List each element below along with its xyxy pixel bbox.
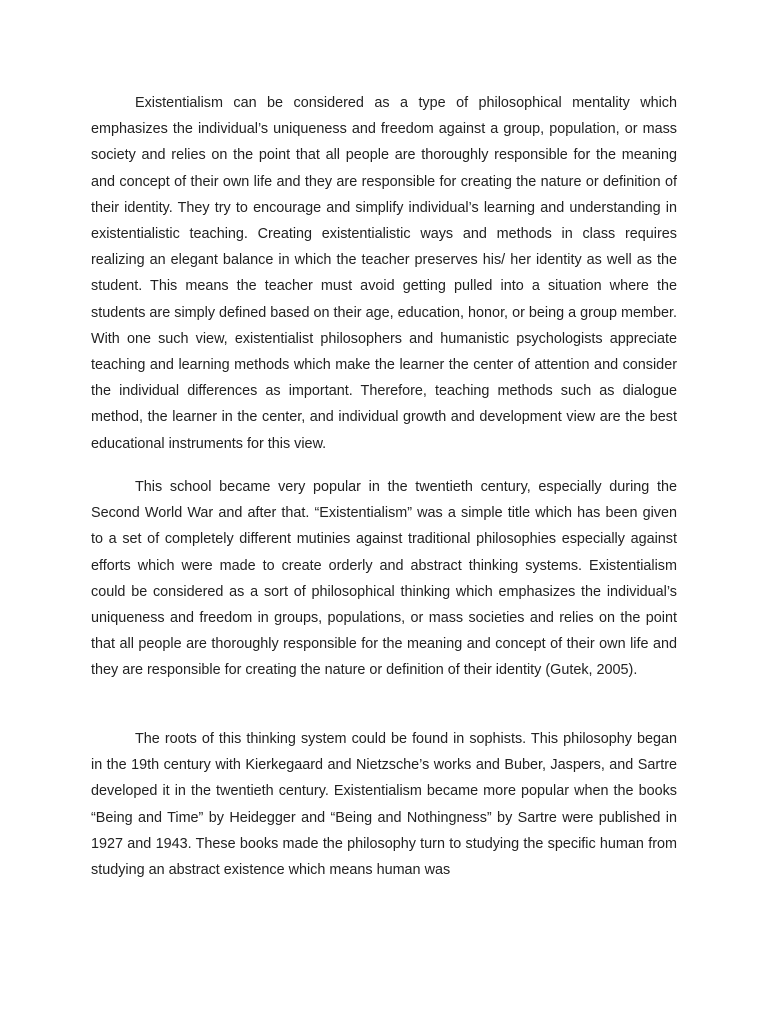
paragraph-3-block <box>91 726 677 883</box>
paragraph-3: The roots of this thinking system could be found in sophists. This philosophy began in the 19th century with Kierkegaard and Nietzsche’s works and Buber, Jaspers, and Sartre developed it in the twentieth century. Existentialism became more popular when the books “Being and Time” by Heidegger and “Being and Nothingness” by Sartre were published in 1927 and 1943. These books made the philosophy turn to studying the specific human from studying an abstract existence which means human was <box>91 731 677 879</box>
paragraph-2: This school became very popular in the twentieth century, especially during the Second World War and after that. “Existentialism” was a simple title which has been given to a set of completely different mutinies against traditional philosophies especially against efforts which were made to create orderly and abstract thinking systems. Existentialism could be considered as a sort of philosophical thinking which emphasizes the individual’s uniqueness and freedom in groups, populations, or mass societies and relies on the point that all people are thoroughly responsible for the meaning and concept of their own life and they are responsible for creating the nature or definition of their identity (Gutek, 2005). <box>91 479 677 679</box>
paragraph-2-block <box>91 474 677 684</box>
paragraph-1-block <box>91 90 677 457</box>
paragraph-1: Existentialism can be considered as a type of philosophical mentality which emphasizes the individual’s uniqueness and freedom against a group, population, or mass society and relies on the point that all people are thoroughly responsible for the meaning and concept of their own life and they are responsible for creating the nature or definition of their identity. They try to encourage and simplify individual’s learning and understanding in existentialistic teaching. Creating existentialistic ways and methods in class requires realizing an elegant balance in which the teacher preserves his/ her identity as well as the student. This means the teacher must avoid getting pulled into a situation where the students are simply defined based on their age, education, honor, or being a group member. With one such view, existentialist philosophers and humanistic psychologists appreciate teaching and learning methods which make the learner the center of attention and consider the individual differences as important. Therefore, teaching methods such as dialogue method, the learner in the center, and individual growth and development view are the best educational instruments for this view. <box>91 95 677 452</box>
